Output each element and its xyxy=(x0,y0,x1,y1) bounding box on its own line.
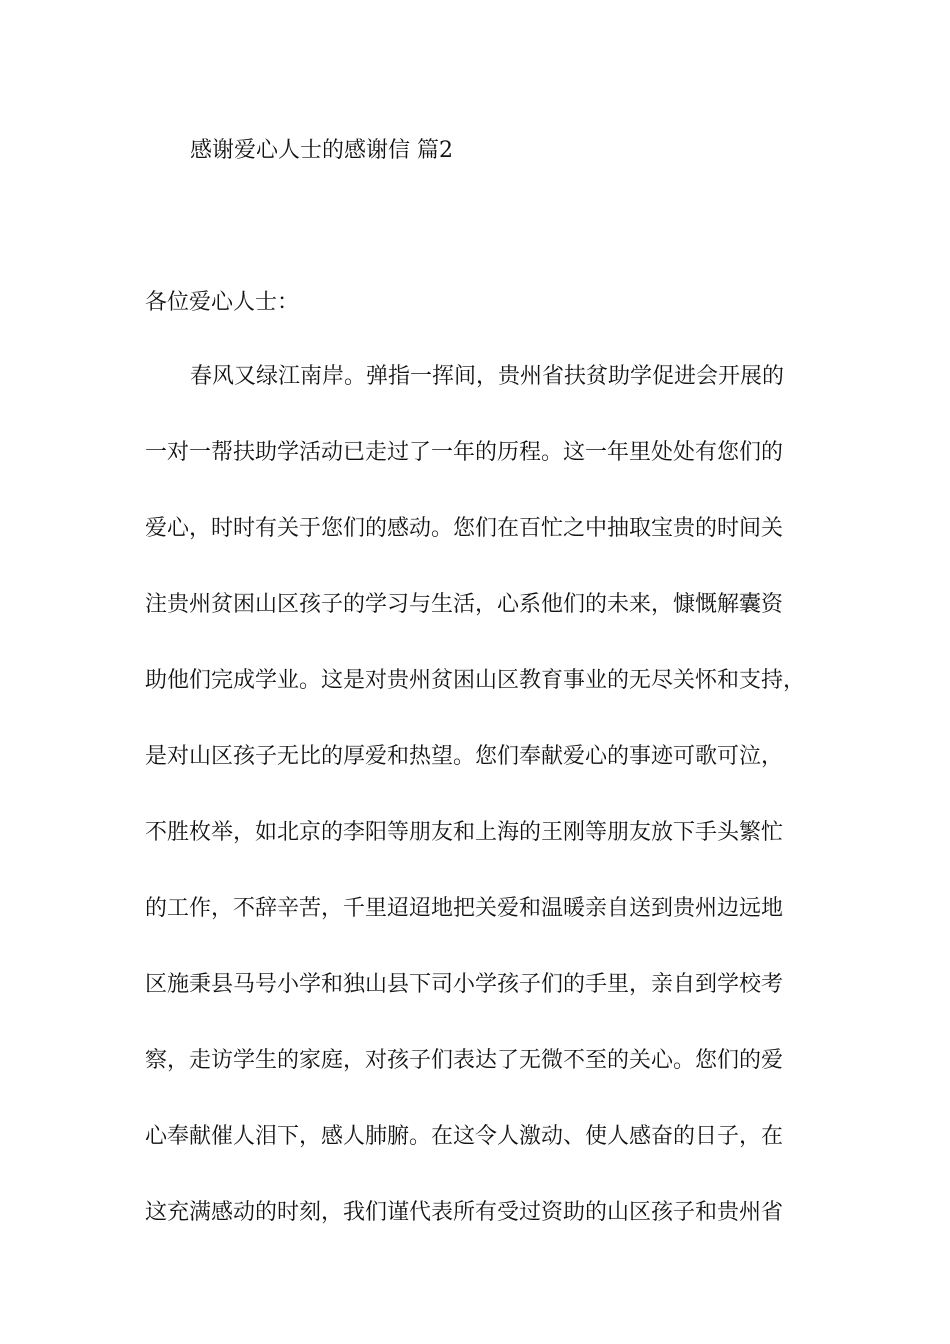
paragraph-line: 的工作，不辞辛苦，千里迢迢地把关爱和温暖亲自送到贵州边远地 xyxy=(145,896,784,921)
paragraph-line: 助他们完成学业。这是对贵州贫困山区教育事业的无尽关怀和支持， xyxy=(145,668,806,693)
paragraph-line: 是对山区孩子无比的厚爱和热望。您们奉献爱心的事迹可歌可泣， xyxy=(145,744,784,769)
paragraph-line: 不胜枚举，如北京的李阳等朋友和上海的王刚等朋友放下手头繁忙 xyxy=(145,820,784,845)
paragraph-line: 这充满感动的时刻，我们谨代表所有受过资助的山区孩子和贵州省 xyxy=(145,1200,784,1225)
paragraph-line: 区施秉县马号小学和独山县下司小学孩子们的手里，亲自到学校考 xyxy=(145,972,784,997)
paragraph-line: 春风又绿江南岸。弹指一挥间，贵州省扶贫助学促进会开展的 xyxy=(190,364,785,389)
paragraph-line: 爱心，时时有关于您们的感动。您们在百忙之中抽取宝贵的时间关 xyxy=(145,516,784,541)
letter-body xyxy=(145,362,835,1274)
paragraph-line: 一对一帮扶助学活动已走过了一年的历程。这一年里处处有您们的 xyxy=(145,440,784,465)
paragraph-line: 注贵州贫困山区孩子的学习与生活，心系他们的未来，慷慨解囊资 xyxy=(145,592,784,617)
salutation: 各位爱心人士： xyxy=(145,290,300,315)
paragraph-line: 心奉献催人泪下，感人肺腑。在这令人激动、使人感奋的日子，在 xyxy=(145,1124,784,1149)
document-title: 感谢爱心人士的感谢信 篇2 xyxy=(190,138,453,163)
paragraph-line: 察，走访学生的家庭，对孩子们表达了无微不至的关心。您们的爱 xyxy=(145,1048,784,1073)
